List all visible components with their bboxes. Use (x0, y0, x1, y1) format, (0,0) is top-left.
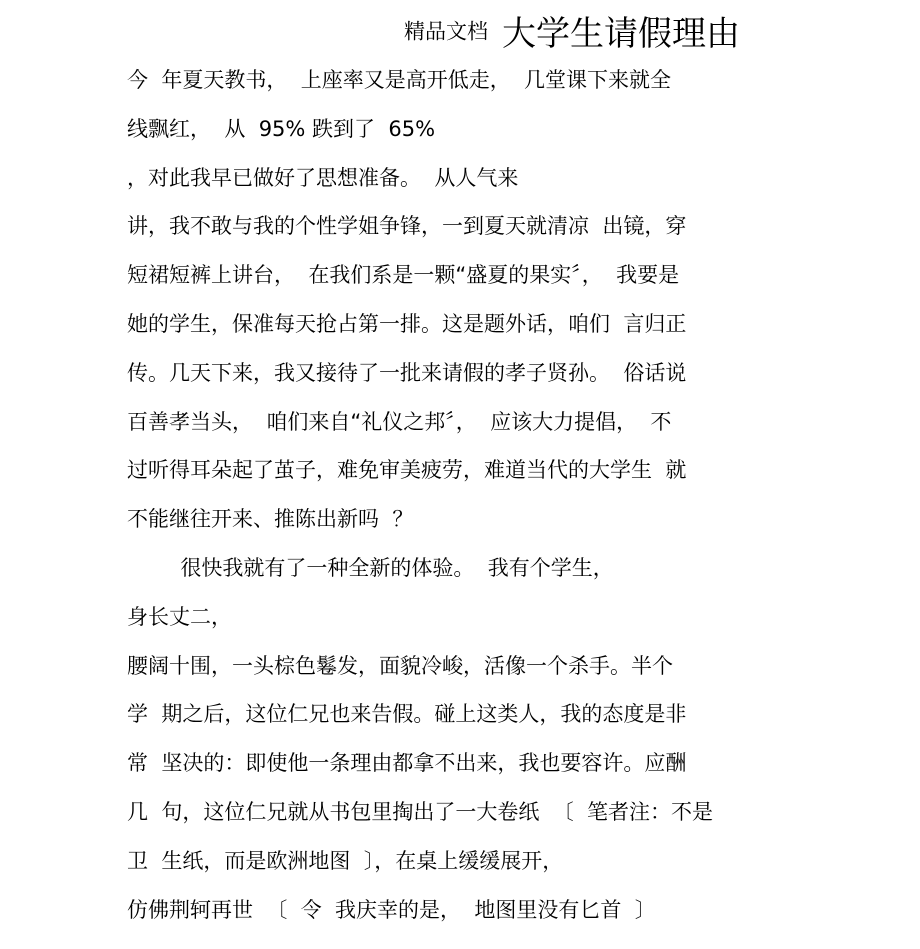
text-line: 短裙短裤上讲台， 在我们系是一颗“盛夏的果实〞， 我要是 (127, 263, 680, 288)
document-title: 大学生请假理由 (502, 14, 740, 54)
text-line: 她的学生，保准每天抢占第一排。这是题外话，咱们 言归正 (127, 311, 687, 336)
text-line: 百善孝当头， 咱们来自“礼仪之邦〞， 应该大力提倡， 不 (127, 409, 672, 434)
text-line: 传。几天下来，我又接待了一批来请假的孝子贤孙。 俗话说 (127, 360, 687, 385)
text-line: ，对此我早已做好了思想准备。 从人气来 (127, 165, 519, 190)
text-line: 卫 生纸，而是欧洲地图 〕，在桌上缓缓展开， (127, 848, 564, 873)
text-line: 今 年夏天教书， 上座率又是高开低走， 几堂课下来就全 (127, 68, 672, 92)
text-line: 仿佛荆轲再世 〔 令 我庆幸的是， 地图里没有匕首 〕 (127, 897, 656, 922)
text-line: 讲，我不敢与我的个性学姐争锋，一到夏天就清凉 出镜，穿 (127, 214, 687, 239)
header-label: 精品文档 (404, 19, 488, 44)
text-line: 过听得耳朵起了茧子，难免审美疲劳，难道当代的大学生 就 (127, 458, 687, 483)
text-line: 线飘红， 从 95% 跌到了 65% (127, 116, 436, 141)
text-line: 不能继往开来、推陈出新吗 ？ (127, 507, 414, 532)
page-header (404, 6, 740, 55)
text-line: 很快我就有了一种全新的体验。 我有个学生， (127, 555, 614, 580)
text-line: 学 期之后，这位仁兄也来告假。碰上这类人，我的态度是非 (127, 702, 687, 727)
text-line: 常 坚决的：即使他一条理由都拿不出来，我也要容许。应酬 (127, 751, 687, 776)
text-line: 身长丈二， (127, 604, 232, 629)
text-line: 几 句，这位仁兄就从书包里掏出了一大卷纸 〔 笔者注：不是 (127, 799, 714, 824)
document-body (127, 56, 807, 934)
text-line: 腰阔十围，一头棕色鬈发，面貌冷峻，活像一个杀手。半个 (127, 653, 673, 678)
